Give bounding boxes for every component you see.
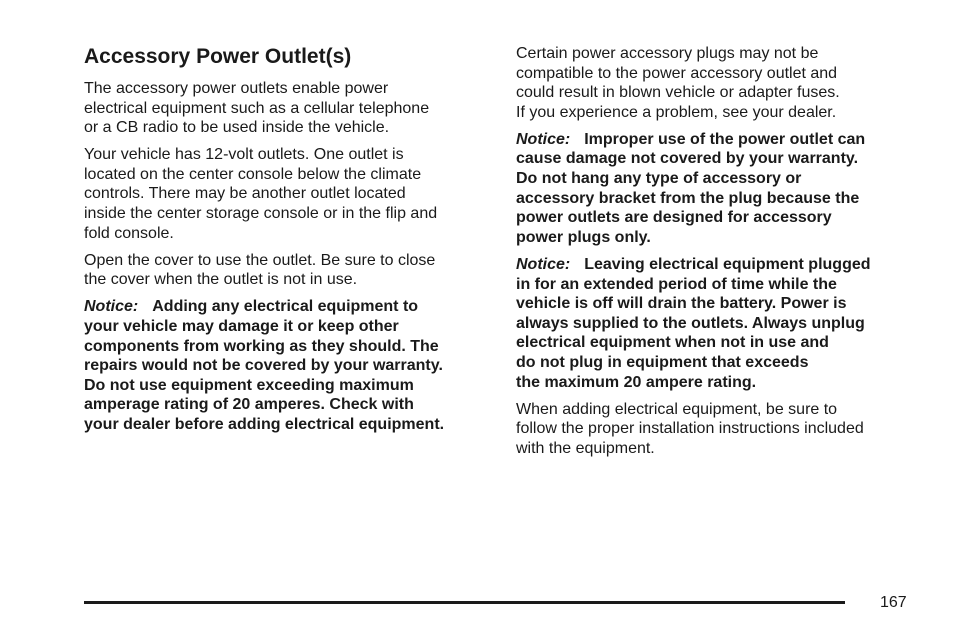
notice-improper-use xyxy=(516,130,912,248)
notice-label: Notice: xyxy=(516,130,571,148)
notice-text: Improper use of the power outlet can cause damage not covered by your warranty. Do not hang any type of accessory or accessory bracket from the plug because the power outlets are designed for accessory power plugs only. xyxy=(516,130,866,246)
notice-equipment-damage xyxy=(84,297,484,434)
outlet-location-paragraph: Your vehicle has 12-volt outlets. One outlet is located on the center console below the climate controls. There may be another outlet located inside the center storage console or in the flip and fold console. xyxy=(84,146,438,242)
cover-usage-paragraph: Open the cover to use the outlet. Be sure to close the cover when the outlet is not in use. xyxy=(84,251,436,289)
left-column xyxy=(84,44,484,442)
notice-label: Notice: xyxy=(84,298,139,316)
notice-label: Notice: xyxy=(516,255,571,273)
section-title: Accessory Power Outlet(s) xyxy=(84,45,352,68)
installation-paragraph: When adding electrical equipment, be sure to follow the proper installation instructions included with the equipment. xyxy=(516,400,864,457)
notice-text: Leaving electrical equipment plugged in for an extended period of time while the vehicle is off will drain the battery. Power is always supplied to the outlets. Always unplug electrical equipment when not in use and do not plug in equipment that exceeds the maximum 20 ampere rating. xyxy=(516,255,871,391)
right-column xyxy=(516,44,912,466)
notice-text: Adding any electrical equipment to your vehicle may damage it or keep other components from working as they should. The repairs would not be covered by your warranty. Do not use equipment exceeding maximum amperage rating of 20 amperes. Check with your dealer before adding electrical equipment. xyxy=(84,298,445,433)
compatibility-paragraph: Certain power accessory plugs may not be compatible to the power accessory outlet and could result in blown vehicle or adapter fuses. If you experience a problem, see your dealer. xyxy=(516,45,840,121)
intro-paragraph: The accessory power outlets enable power electrical equipment such as a cellular telephone or a CB radio to be used inside the vehicle. xyxy=(84,80,430,137)
footer-rule xyxy=(84,601,845,604)
page-number: 167 xyxy=(880,594,907,611)
notice-battery-drain xyxy=(516,255,912,392)
